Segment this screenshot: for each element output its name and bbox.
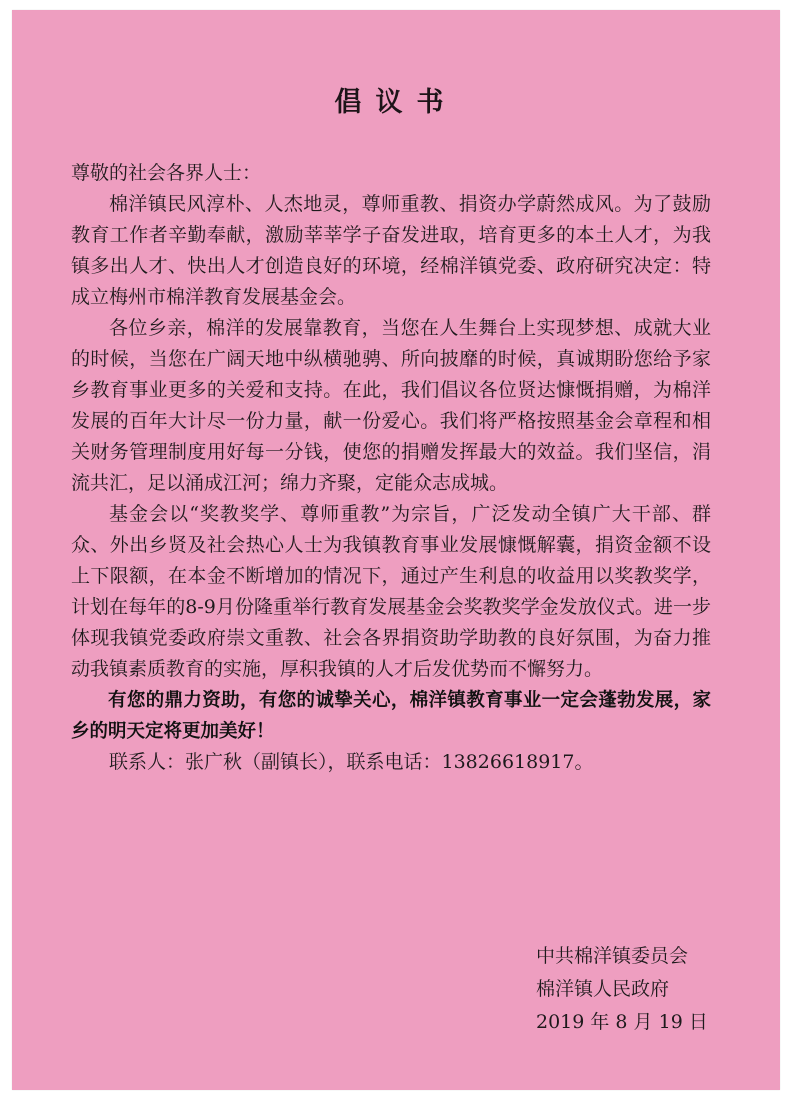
signature-org-party-committee: 中共棉洋镇委员会 [536,945,689,967]
page-title: 倡议书 [334,87,458,118]
letter-page [12,10,780,1090]
contact-line: 联系人：张广秋（副镇长），联系电话：13826618917。 [109,751,594,773]
signature-block [536,940,708,1039]
signature-org-government: 棉洋镇人民政府 [536,978,670,1000]
paragraph-3: 基金会以“奖教奖学、尊师重教”为宗旨，广泛发动全镇广大干部、群众、外出乡贤及社会热心人士为我镇教育事业发展慷慨解囊，捐资金额不设上下限额，在本金不断增加的情况下，通过产生利息的收益用以奖教奖学，计划在每年的8-9月份隆重举行教育发展基金会奖教奖学金发放仪式。进一步体现我镇党委政府崇文重教、社会各界捐资助学助教的良好氛围，为奋力推动我镇素质教育的实施，厚积我镇的人才后发优势而不懈努力。 [71,503,711,680]
paragraph-2: 各位乡亲，棉洋的发展靠教育，当您在人生舞台上实现梦想、成就大业的时候，当您在广阔天地中纵横驰骋、所向披靡的时候，真诚期盼您给予家乡教育事业更多的关爱和支持。在此，我们倡议各位贤达慷慨捐赠，为棉洋发展的百年大计尽一份力量，献一份爱心。我们将严格按照基金会章程和相关财务管理制度用好每一分钱，使您的捐赠发挥最大的效益。我们坚信，涓流共汇，足以涌成江河；绵力齐聚，定能众志成城。 [71,317,711,494]
closing-statement: 有您的鼎力资助，有您的诚挚关心，棉洋镇教育事业一定会蓬勃发展，家乡的明天定将更加美好！ [71,690,711,742]
salutation: 尊敬的社会各界人士： [71,162,262,184]
letter-body [71,158,711,778]
paragraph-1: 棉洋镇民风淳朴、人杰地灵，尊师重教、捐资办学蔚然成风。为了鼓励教育工作者辛勤奉献，激励莘莘学子奋发进取，培育更多的本土人才，为我镇多出人才、快出人才创造良好的环境，经棉洋镇党委、政府研究决定：特成立梅州市棉洋教育发展基金会。 [71,193,711,308]
signature-date: 2019 年 8 月 19 日 [536,1011,708,1033]
